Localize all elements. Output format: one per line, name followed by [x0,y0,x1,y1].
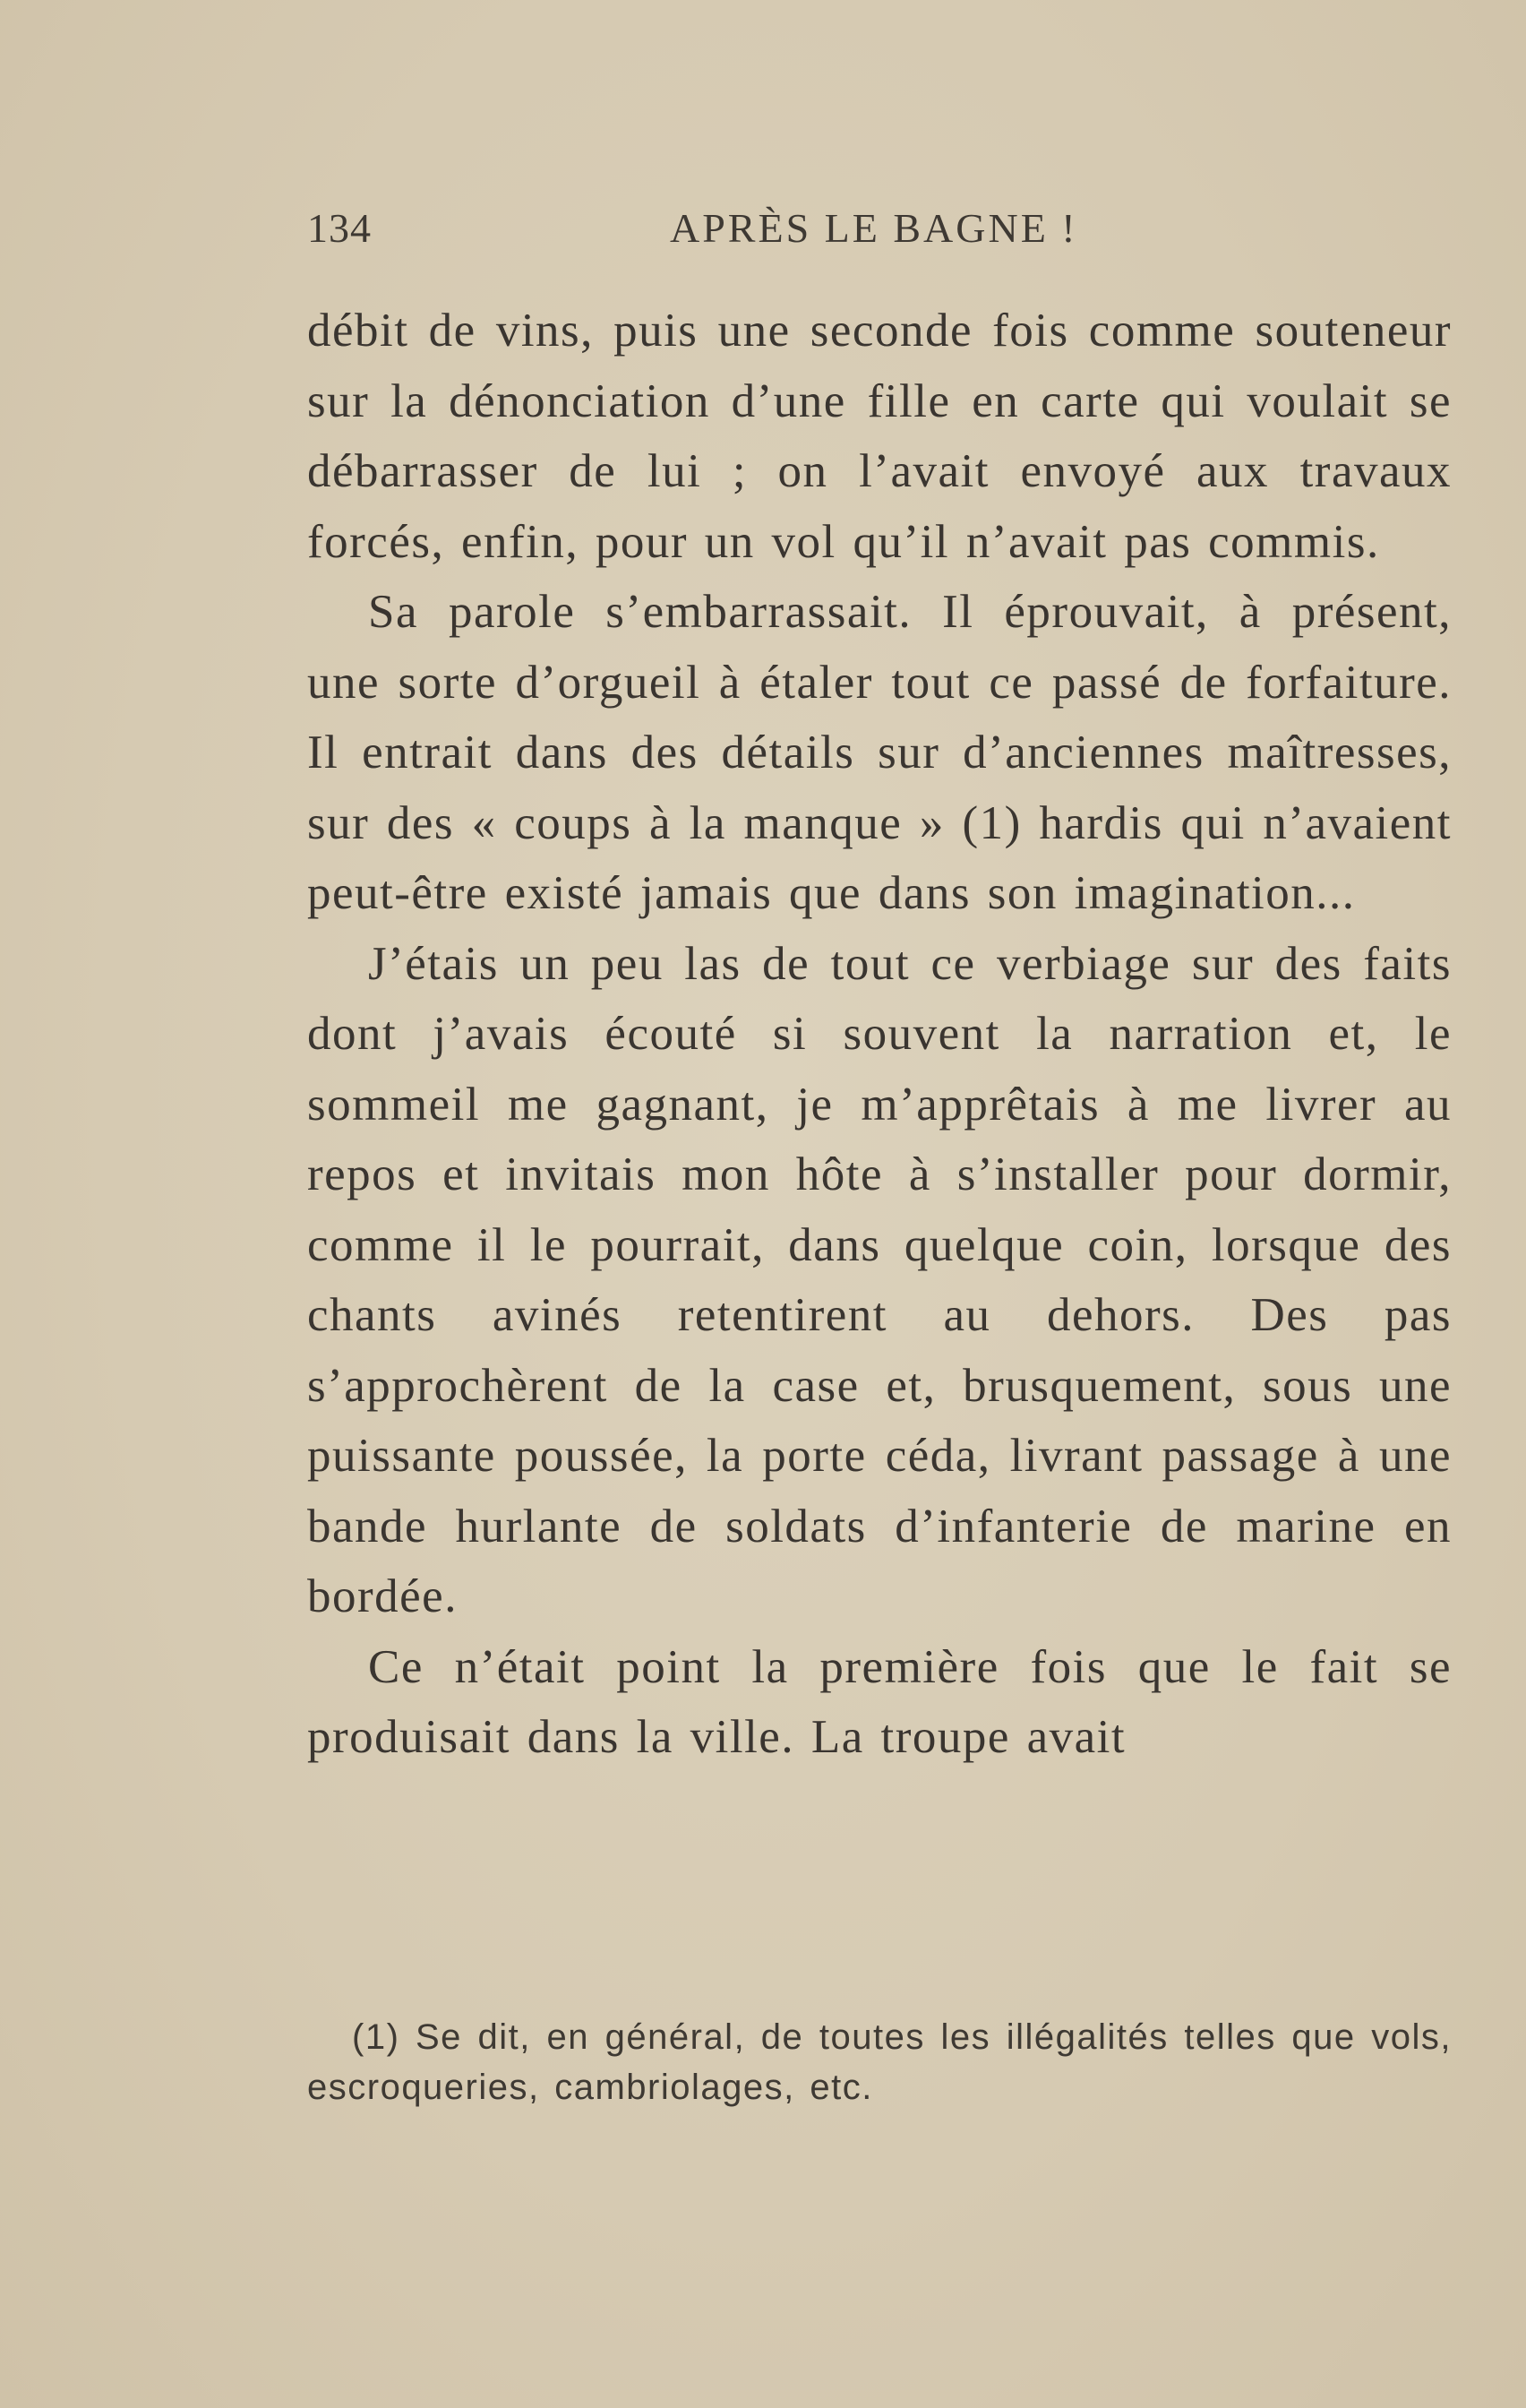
page-header [307,204,1452,258]
body-text [307,296,1452,1773]
paragraph-continued: débit de vins, puis une seconde fois comme souteneur sur la dénonciation d’une fille en carte qui voulait se débarrasser de lui ; on l’avait envoyé aux travaux forcés, enfin, pour un vol qu’il n’avait pas commis. [307,305,1452,568]
footnote-text: (1) Se dit, en général, de toutes les illégalités telles que vols, escroqueries, cambriolages, etc. [307,2017,1452,2107]
paragraph: Ce n’était point la première fois que le fait se produisait dans la ville. La troupe avait [307,1640,1452,1763]
page-number: 134 [307,205,372,251]
paragraph: J’étais un peu las de tout ce verbiage sur des faits dont j’avais écouté si souvent la narration et, le sommeil me gagnant, je m’apprêtais à me livrer au repos et invitais mon hôte à s’installer pour dormir, comme il le pourrait, dans quelque coin, lorsque des chants avinés retentirent au dehors. Des pas s’approchèrent de la case et, brusquement, sous une puissante poussée, la porte céda, livrant passage à une bande hurlante de soldats d’infanterie de marine en bordée. [307,937,1452,1622]
running-title: APRÈS LE BAGNE ! [670,205,1078,251]
paragraph: Sa parole s’embarrassait. Il éprouvait, à présent, une sorte d’orgueil à étaler tout ce passé de forfaiture. Il entrait dans des détails sur d’anciennes maîtresses, sur des « coups à la manque » (1) hardis qui n’avaient peut-être existé jamais que dans son imagination... [307,586,1452,919]
footnote [307,2012,1452,2112]
